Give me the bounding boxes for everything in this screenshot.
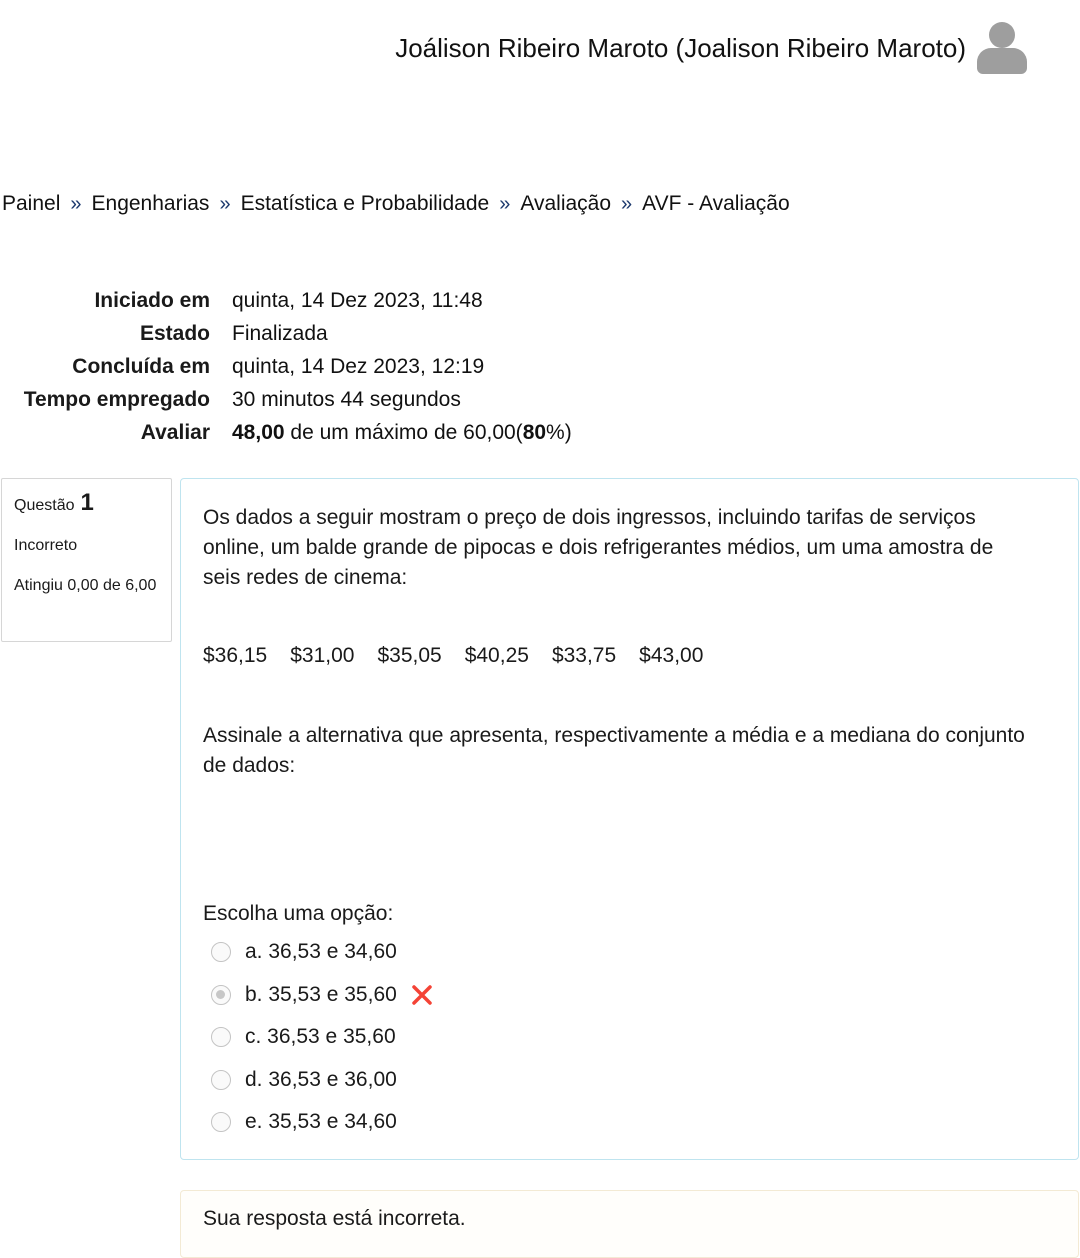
summary-value: quinta, 14 Dez 2023, 12:19 xyxy=(232,354,485,378)
breadcrumb-quiz[interactable]: AVF - Avaliação xyxy=(642,192,790,215)
summary-row-completed xyxy=(0,350,572,383)
summary-label: Avaliar xyxy=(140,420,210,444)
question-text: Os dados a seguir mostram o preço de dois ingressos, incluindo tarifas de serviços online, um balde grande de pipocas e dois refrigerantes médios, um uma amostra de seis redes de cinema: xyxy=(203,506,994,589)
summary-row-grade xyxy=(0,416,572,449)
grade-middle: de um máximo de 60,00( xyxy=(284,420,523,444)
radio-button[interactable] xyxy=(211,1070,231,1090)
summary-label: Estado xyxy=(139,321,210,345)
answer-option-b[interactable] xyxy=(211,974,433,1017)
breadcrumb-course[interactable]: Estatística e Probabilidade xyxy=(240,192,490,215)
summary-row-time xyxy=(0,383,572,416)
summary-row-state xyxy=(0,317,572,350)
radio-button[interactable] xyxy=(211,1027,231,1047)
answer-option-e[interactable] xyxy=(211,1101,433,1144)
answer-label[interactable]: a. 36,53 e 34,60 xyxy=(245,940,397,964)
question-number-line xyxy=(14,489,159,517)
breadcrumb-separator: » xyxy=(70,192,82,215)
breadcrumb xyxy=(2,192,790,216)
summary-value: Finalizada xyxy=(232,321,328,345)
answer-label[interactable]: c. 36,53 e 35,60 xyxy=(245,1025,396,1049)
summary-label: Iniciado em xyxy=(94,288,210,312)
question-info-box xyxy=(1,478,172,642)
price-value: $36,15 xyxy=(203,644,268,667)
question-mark: Atingiu 0,00 de 6,00 xyxy=(14,577,157,594)
answer-label[interactable]: d. 36,53 e 36,00 xyxy=(245,1067,397,1091)
answer-option-d[interactable] xyxy=(211,1059,433,1102)
price-value: $33,75 xyxy=(551,644,617,667)
user-silhouette-icon[interactable] xyxy=(974,20,1030,76)
summary-value: quinta, 14 Dez 2023, 11:48 xyxy=(232,288,483,312)
grade-value xyxy=(232,421,572,445)
choose-option-label: Escolha uma opção: xyxy=(203,902,394,925)
incorrect-cross-icon xyxy=(411,984,433,1006)
breadcrumb-avaliacao[interactable]: Avaliação xyxy=(520,192,612,215)
feedback-box xyxy=(180,1190,1079,1258)
question-prompt: Assinale a alternativa que apresenta, respectivamente a média e a mediana do conjunto de dados: xyxy=(203,724,1025,777)
question-label: Questão xyxy=(14,497,75,514)
breadcrumb-painel[interactable]: Painel xyxy=(2,192,61,215)
user-name[interactable]: Joálison Ribeiro Maroto (Joalison Ribeiro Maroto) xyxy=(395,32,966,63)
summary-row-started xyxy=(0,284,572,317)
radio-button[interactable] xyxy=(211,1112,231,1132)
radio-button-selected[interactable] xyxy=(211,985,231,1005)
feedback-text: Sua resposta está incorreta. xyxy=(203,1207,466,1230)
answer-label[interactable]: b. 35,53 e 35,60 xyxy=(245,982,397,1006)
breadcrumb-separator: » xyxy=(621,192,633,215)
answer-option-c[interactable] xyxy=(211,1016,433,1059)
grade-score: 48,00 xyxy=(232,420,285,444)
question-content-box xyxy=(180,478,1079,1160)
breadcrumb-separator: » xyxy=(499,192,511,215)
question-number: 1 xyxy=(80,489,94,516)
attempt-summary-table xyxy=(0,284,572,449)
price-value: $40,25 xyxy=(464,644,529,667)
question-state: Incorreto xyxy=(14,537,78,554)
price-value: $31,00 xyxy=(290,644,355,667)
answer-options xyxy=(211,931,433,1144)
breadcrumb-separator: » xyxy=(219,192,231,215)
summary-value: 30 minutos 44 segundos xyxy=(232,387,461,411)
answer-label[interactable]: e. 35,53 e 34,60 xyxy=(245,1110,397,1134)
price-value: $43,00 xyxy=(639,644,704,667)
radio-button[interactable] xyxy=(211,942,231,962)
breadcrumb-engenharias[interactable]: Engenharias xyxy=(91,192,210,215)
answer-option-a[interactable] xyxy=(211,931,433,974)
grade-end: %) xyxy=(546,420,572,444)
price-list xyxy=(203,641,1056,671)
user-menu[interactable] xyxy=(395,20,1030,76)
grade-percent: 80 xyxy=(522,420,547,444)
summary-label: Concluída em xyxy=(72,354,210,378)
price-value: $35,05 xyxy=(377,644,442,667)
summary-label: Tempo empregado xyxy=(23,387,210,411)
